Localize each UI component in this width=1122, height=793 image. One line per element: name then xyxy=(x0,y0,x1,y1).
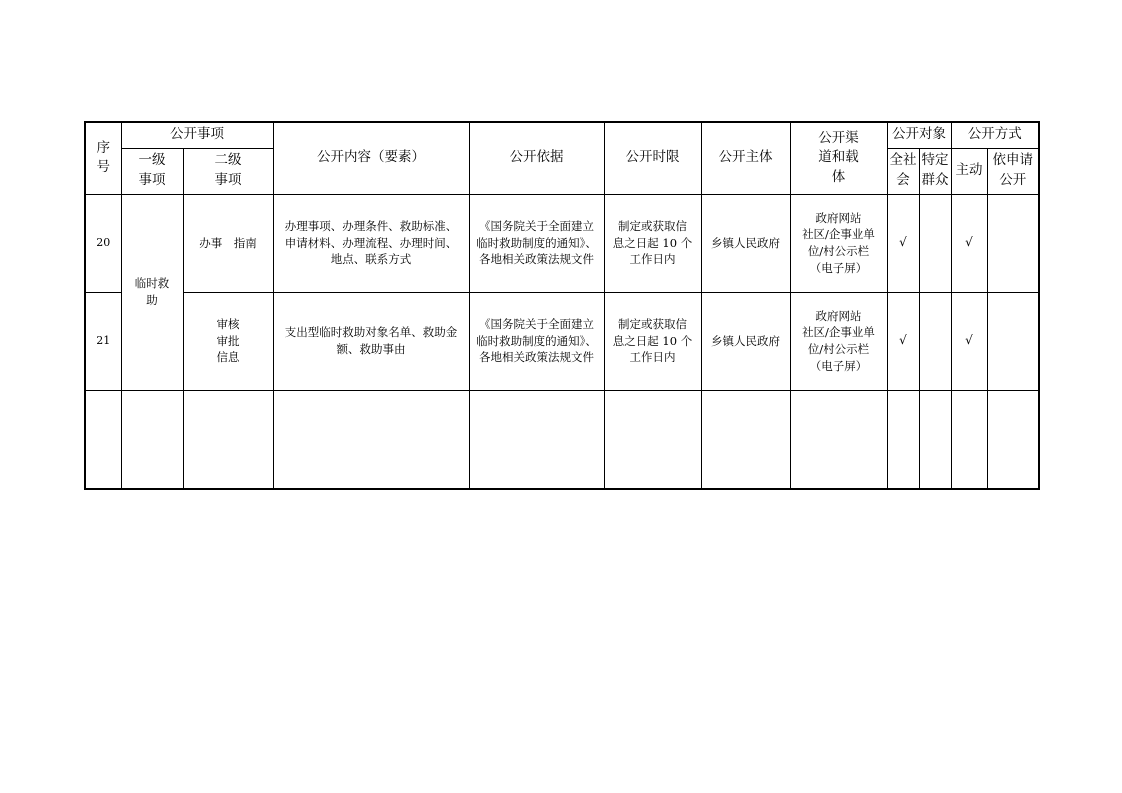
empty-cell xyxy=(987,390,1039,489)
row-method-active: √ xyxy=(951,292,987,390)
empty-cell xyxy=(469,390,604,489)
empty-cell xyxy=(183,390,273,489)
row-time-limit: 制定或获取信息之日起 10 个工作日内 xyxy=(604,292,701,390)
row-method-active: √ xyxy=(951,194,987,292)
header-method-group: 公开方式 xyxy=(951,122,1039,148)
row-method-request xyxy=(987,292,1039,390)
header-level2: 二级事项 xyxy=(183,148,273,194)
row-target-specific xyxy=(919,292,951,390)
row-level2: 审核审批信息 xyxy=(183,292,273,390)
table-row xyxy=(85,292,1039,390)
channel-secondary: 社区/企事业单位/村公示栏（电子屏） xyxy=(802,227,875,275)
empty-cell xyxy=(919,390,951,489)
header-subject: 公开主体 xyxy=(701,122,790,194)
row-channel xyxy=(790,292,887,390)
header-target-group: 公开对象 xyxy=(887,122,951,148)
level1-item: 临时救助 xyxy=(121,194,183,390)
header-channel: 公开渠道和载体 xyxy=(790,122,887,194)
header-content: 公开内容（要素） xyxy=(273,122,469,194)
empty-cell xyxy=(951,390,987,489)
channel-secondary: 社区/企事业单位/村公示栏（电子屏） xyxy=(802,325,875,373)
row-target-all: √ xyxy=(887,292,919,390)
row-level2: 办事 指南 xyxy=(183,194,273,292)
header-target-specific: 特定群众 xyxy=(919,148,951,194)
row-time-limit: 制定或获取信息之日起 10 个工作日内 xyxy=(604,194,701,292)
row-method-request xyxy=(987,194,1039,292)
row-target-specific xyxy=(919,194,951,292)
empty-cell xyxy=(121,390,183,489)
row-target-all: √ xyxy=(887,194,919,292)
empty-row xyxy=(85,390,1039,489)
header-time-limit: 公开时限 xyxy=(604,122,701,194)
header-basis: 公开依据 xyxy=(469,122,604,194)
row-basis: 《国务院关于全面建立临时救助制度的通知》、各地相关政策法规文件 xyxy=(469,292,604,390)
header-method-active: 主动 xyxy=(951,148,987,194)
empty-cell xyxy=(273,390,469,489)
header-items-group: 公开事项 xyxy=(121,122,273,148)
table-row xyxy=(85,194,1039,292)
row-seq: 21 xyxy=(85,292,121,390)
empty-cell xyxy=(701,390,790,489)
empty-cell xyxy=(887,390,919,489)
row-seq: 20 xyxy=(85,194,121,292)
empty-cell xyxy=(790,390,887,489)
header-level1: 一级事项 xyxy=(121,148,183,194)
disclosure-table xyxy=(84,121,1040,490)
row-subject: 乡镇人民政府 xyxy=(701,292,790,390)
channel-primary: 政府网站 xyxy=(815,210,862,225)
row-basis: 《国务院关于全面建立临时救助制度的通知》、各地相关政策法规文件 xyxy=(469,194,604,292)
empty-cell xyxy=(604,390,701,489)
row-content: 支出型临时救助对象名单、救助金额、救助事由 xyxy=(273,292,469,390)
header-seq: 序号 xyxy=(85,122,121,194)
header-method-request: 依申请公开 xyxy=(987,148,1039,194)
header-target-all: 全社会 xyxy=(887,148,919,194)
row-content: 办理事项、办理条件、救助标准、申请材料、办理流程、办理时间、地点、联系方式 xyxy=(273,194,469,292)
channel-primary: 政府网站 xyxy=(815,308,862,323)
row-subject: 乡镇人民政府 xyxy=(701,194,790,292)
empty-cell xyxy=(85,390,121,489)
row-channel xyxy=(790,194,887,292)
